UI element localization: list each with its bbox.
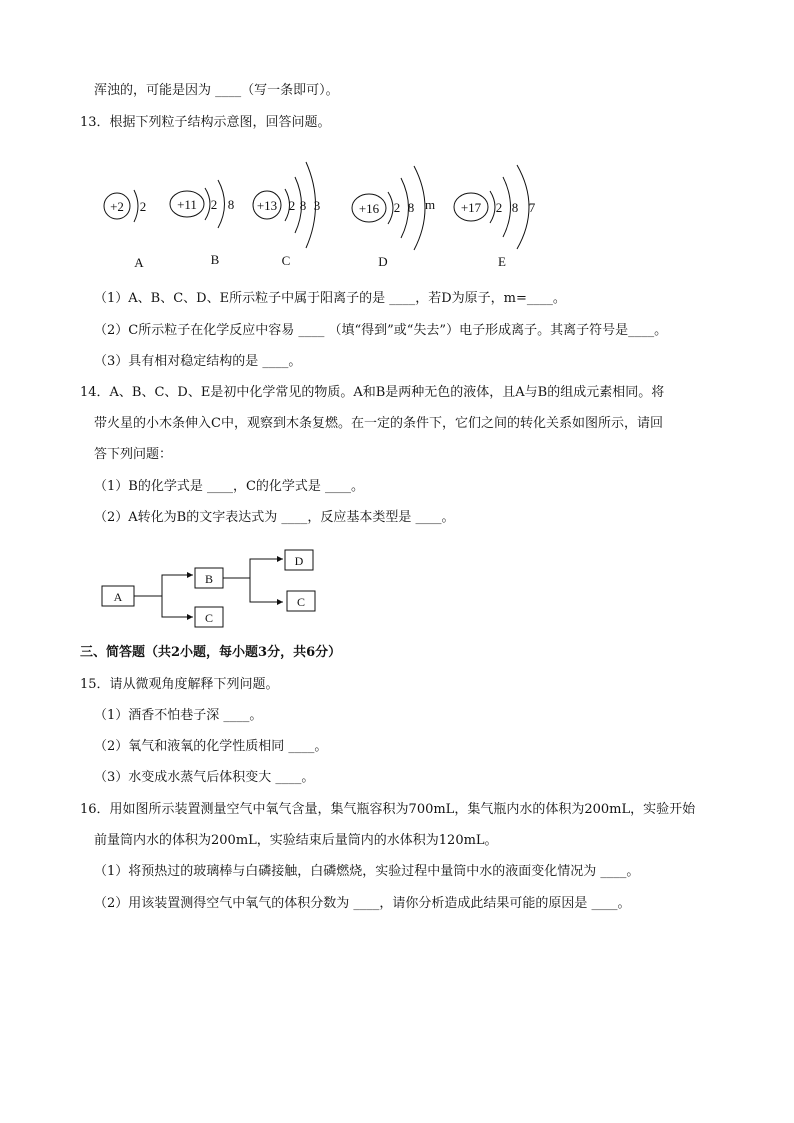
- electron-count: 7: [528, 200, 536, 215]
- electron-shell-arc: [218, 180, 225, 228]
- question-13: 13．根据下列粒子结构示意图，回答问题。: [80, 115, 331, 130]
- electron-count: m: [424, 197, 436, 212]
- atom-label: A: [134, 255, 144, 270]
- electron-shell-arc: [490, 191, 495, 223]
- question-14: 14．A、B、C、D、E是初中化学常见的物质。A和B是两种无色的液体，且A与B的组成元素相同。将: [80, 385, 665, 400]
- question-14-part-1: （1）B的化学式是 ____，C的化学式是 ____。: [94, 479, 365, 494]
- electron-count: 8: [299, 198, 307, 213]
- electron-count: 2: [393, 200, 401, 215]
- box-a-label: A: [113, 590, 123, 604]
- question-14-cont: 带火星的小木条伸入C中，观察到木条复燃。在一定的条件下，它们之间的转化关系如图所示，请回: [94, 416, 663, 431]
- atom-label: D: [378, 254, 388, 269]
- question-14-part-2: （2）A转化为B的文字表达式为 ____，反应基本类型是 ____。: [94, 510, 455, 525]
- electron-count: 3: [313, 198, 321, 213]
- atom-b: [170, 180, 234, 267]
- text-line: 浑浊的，可能是因为 ____（写一条即可）。: [94, 83, 339, 98]
- question-16-part-1: （1）将预热过的玻璃棒与白磷接触，白磷燃烧，实验过程中量筒中水的液面变化情况为 ____。: [94, 864, 640, 879]
- question-14-cont: 答下列问题：: [94, 447, 173, 462]
- atom-label: E: [498, 254, 506, 269]
- arrow-a-to-b: [134, 575, 193, 596]
- question-16-part-2: （2）用该装置测得空气中氧气的体积分数为 ____，请你分析造成此结果可能的原因是 ____。: [94, 896, 631, 911]
- arrow-b-to-d: [223, 559, 283, 578]
- electron-count: 8: [227, 197, 235, 212]
- question-13-part-3: （3）具有相对稳定结构的是 ____。: [94, 354, 302, 369]
- atom-label: B: [210, 252, 220, 267]
- electron-count: 2: [288, 198, 296, 213]
- electron-shell-arc: [517, 165, 529, 249]
- conversion-flowchart: [100, 545, 330, 635]
- question-13-part-2: （2）C所示粒子在化学反应中容易 ____ （填“得到”或“失去”）电子形成离子。其离子符号是____。: [94, 323, 668, 338]
- nucleus-charge: +2: [110, 199, 124, 214]
- box-b-label: B: [204, 572, 214, 586]
- electron-shell-arc: [388, 192, 393, 224]
- atom-label: C: [281, 253, 291, 268]
- question-15-part-3: （3）水变成水蒸气后体积变大 ____。: [94, 770, 315, 785]
- electron-shell-arc: [414, 166, 425, 250]
- nucleus-charge: +13: [256, 198, 278, 213]
- atom-e: [454, 165, 536, 269]
- nucleus-charge: +16: [358, 201, 380, 216]
- electron-shell-arc: [205, 188, 210, 220]
- question-13-part-1: （1）A、B、C、D、E所示粒子中属于阳离子的是 ____，若D为原子，m=____。: [94, 291, 566, 306]
- atom-a: [104, 190, 146, 270]
- box-c-lower-label: C: [296, 595, 306, 609]
- electron-shell-arc: [503, 177, 511, 237]
- arrow-a-to-c: [162, 596, 193, 617]
- question-16-cont: 前量筒内水的体积为200mL，实验结束后量筒内的水体积为120mL。: [94, 833, 498, 848]
- question-15: 15．请从微观角度解释下列问题。: [80, 677, 279, 692]
- question-16: 16．用如图所示装置测量空气中氧气含量，集气瓶容积为700mL，集气瓶内水的体积为200mL，实验开始: [80, 802, 696, 817]
- atom-d: [352, 166, 435, 269]
- nucleus-charge: +17: [460, 200, 482, 215]
- electron-count: 2: [210, 197, 218, 212]
- electron-count: 8: [407, 200, 415, 215]
- atomic-structure-diagram: [95, 152, 655, 277]
- electron-count: 8: [511, 200, 519, 215]
- nucleus-charge: +11: [177, 197, 197, 212]
- electron-count: 2: [139, 199, 147, 214]
- arrow-b-to-c: [250, 578, 283, 602]
- atom-c: [253, 162, 320, 268]
- box-d-label: D: [294, 554, 304, 568]
- question-15-part-1: （1）酒香不怕巷子深 ____。: [94, 708, 263, 723]
- electron-count: 2: [495, 200, 503, 215]
- electron-shell-arc: [134, 190, 138, 222]
- box-c-label: C: [204, 611, 214, 625]
- question-15-part-2: （2）氧气和液氧的化学性质相同 ____。: [94, 739, 328, 754]
- section-heading: 三、简答题（共2小题，每小题3分，共6分）: [80, 645, 342, 660]
